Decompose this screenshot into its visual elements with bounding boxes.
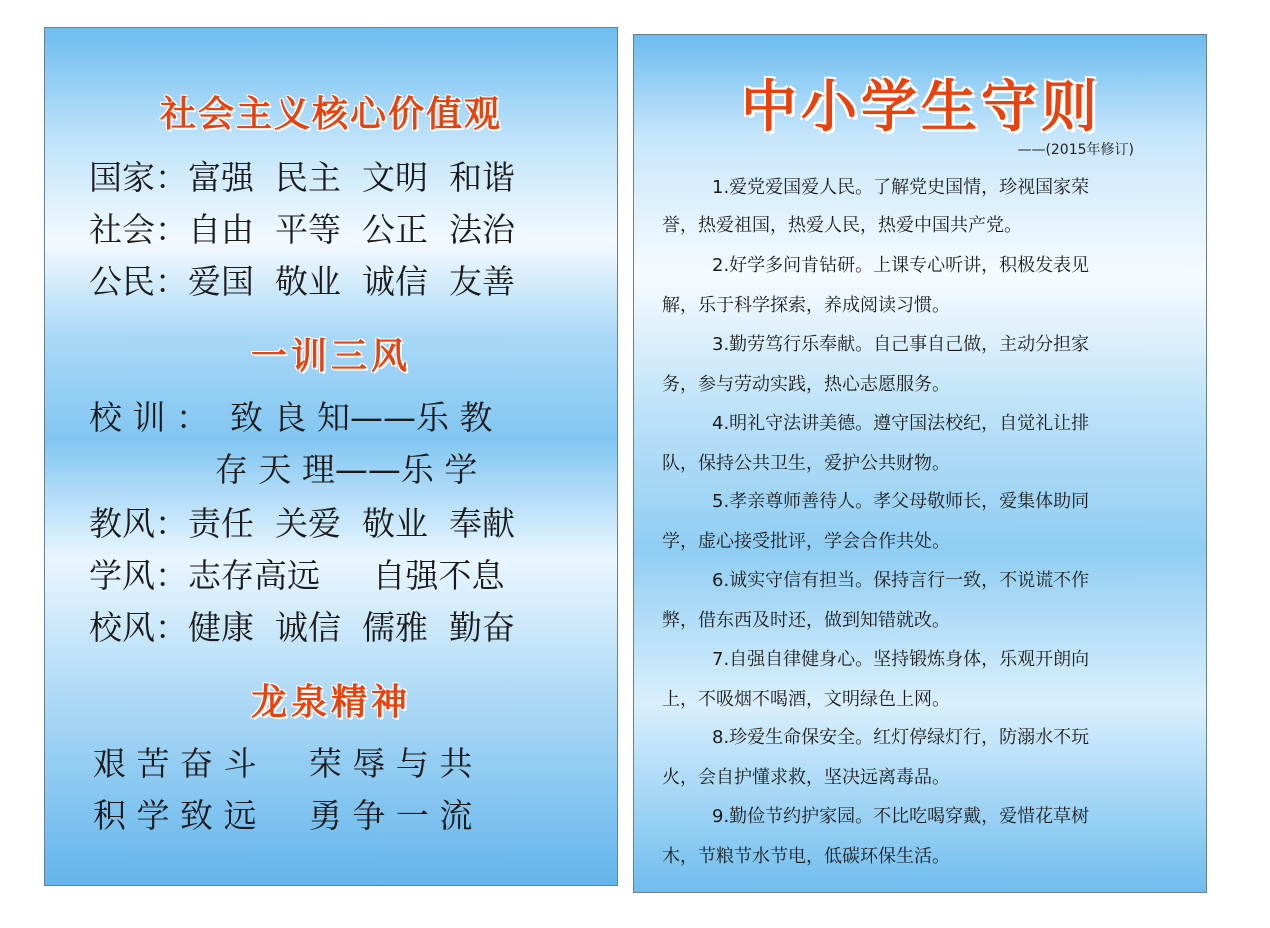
rules-subtitle: ——(2015年修订) (1017, 142, 1134, 158)
motto-line-school-1: 校 训 ： 致 良 知——乐 教 (89, 398, 493, 437)
rule-9-line-2: 木，节粮节水节电，低碳环保生活。 (662, 846, 950, 867)
rule-8-line-2: 火，会自护懂求救，坚决远离毒品。 (662, 767, 950, 788)
rule-6-line-1: 6.诚实守信有担当。保持言行一致，不说谎不作 (712, 570, 1090, 591)
rule-1-line-2: 誉，热爱祖国，热爱人民，热爱中国共产党。 (662, 215, 1022, 236)
values-line-citizen: 公民：爱国 敬业 诚信 友善 (89, 262, 515, 301)
rule-5-line-2: 学，虚心接受批评，学会合作共处。 (662, 531, 950, 552)
rule-5-line-1: 5.孝亲尊师善待人。孝父母敬师长，爱集体助同 (712, 491, 1090, 512)
rule-8-line-1: 8.珍爱生命保安全。红灯停绿灯行，防溺水不玩 (712, 727, 1090, 748)
rule-9-line-1: 9.勤俭节约护家园。不比吃喝穿戴，爱惜花草树 (712, 806, 1090, 827)
motto-line-learning: 学风：志存高远 自强不息 (89, 556, 505, 595)
spirit-line-1: 艰 苦 奋 斗 荣 辱 与 共 (93, 744, 473, 783)
core-values-heading: 社会主义核心价值观 (159, 94, 502, 135)
values-line-nation: 国家：富强 民主 文明 和谐 (89, 158, 515, 197)
values-line-society: 社会：自由 平等 公正 法治 (89, 210, 515, 249)
rule-4-line-2: 队，保持公共卫生，爱护公共财物。 (662, 453, 950, 474)
rule-2-line-2: 解，乐于科学探索，养成阅读习惯。 (662, 295, 950, 316)
motto-line-school-style: 校风：健康 诚信 儒雅 勤奋 (89, 608, 515, 647)
motto-line-school-2: 存 天 理——乐 学 (89, 450, 478, 489)
motto-line-teaching: 教风：责任 关爱 敬业 奉献 (89, 504, 515, 543)
rule-2-line-1: 2.好学多问肯钻研。上课专心听讲，积极发表见 (712, 255, 1090, 276)
core-values-board (44, 27, 618, 886)
spirit-heading: 龙泉精神 (250, 682, 411, 723)
rule-3-line-2: 务，参与劳动实践，热心志愿服务。 (662, 374, 950, 395)
rule-7-line-1: 7.自强自律健身心。坚持锻炼身体，乐观开朗向 (712, 649, 1090, 670)
motto-heading: 一训三风 (250, 336, 411, 377)
spirit-line-2: 积 学 致 远 勇 争 一 流 (93, 796, 473, 835)
student-rules-board (633, 34, 1207, 893)
rules-title: 中小学生守则 (741, 75, 1101, 140)
rule-4-line-1: 4.明礼守法讲美德。遵守国法校纪，自觉礼让排 (712, 413, 1090, 434)
rule-6-line-2: 弊，借东西及时还，做到知错就改。 (662, 610, 950, 631)
rule-1-line-1: 1.爱党爱国爱人民。了解党史国情，珍视国家荣 (712, 177, 1090, 198)
rule-7-line-2: 上，不吸烟不喝酒，文明绿色上网。 (662, 689, 950, 710)
rule-3-line-1: 3.勤劳笃行乐奉献。自己事自己做，主动分担家 (712, 334, 1090, 355)
